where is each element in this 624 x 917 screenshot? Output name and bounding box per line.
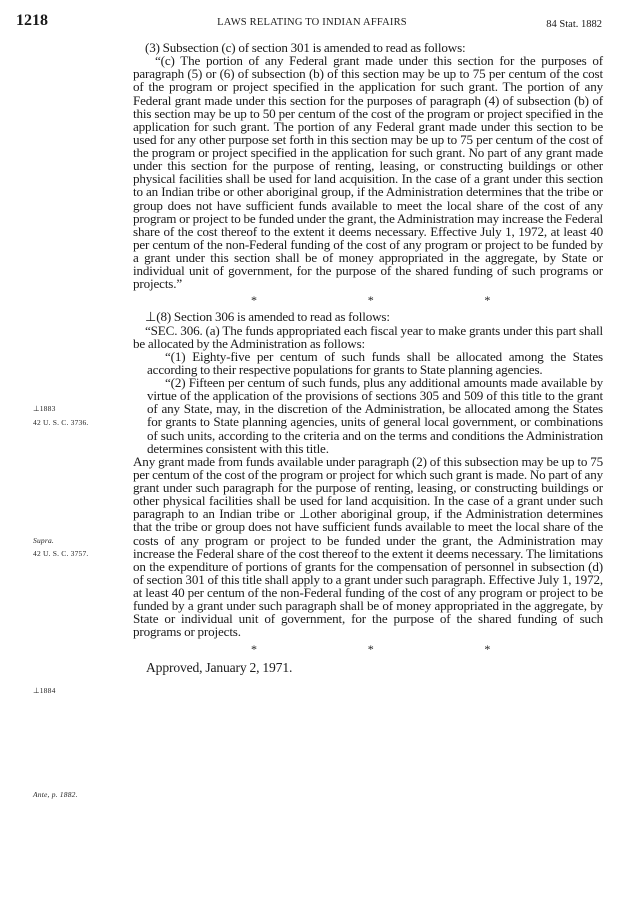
margin-note-citation: 42 U. S. C. 3736. — [33, 418, 89, 427]
paragraph-section-306-intro: ⊥(8) Section 306 is amended to read as follows: — [145, 309, 390, 325]
margin-note-ante-reference: Ante, p. 1882. — [33, 790, 78, 799]
running-head: LAWS RELATING TO INDIAN AFFAIRS — [217, 17, 407, 28]
statute-reference: 84 Stat. 1882 — [546, 19, 602, 30]
paragraph-amendment-intro: (3) Subsection (c) of section 301 is amended to read as follows: — [145, 40, 466, 55]
paragraph-grant-terms: Any grant made from funds available under paragraph (2) of this subsection may be up to 75 per centum of the cost of the program or project for which such grant is made. No part of any grant under such paragraph for the purpose of renting, leasing, or constructing buildings or other physical facilities shall be used for land acquisition. In the case of a grant under such paragraph to an Indian tribe or ⊥other aboriginal group, if the Administration determines that the tribe or group does not have sufficient funds available to meet the local share of the costs of any program or project to be funded under the grant, the Administration may increase the Federal share of the cost thereof to the extent it deems necessary. The limitations on the expenditure of portions of grants for the compensation of personnel in subsection (d) of section 301 of this title shall apply to a grant under such paragraph. Effective July 1, 1972, at least 40 per centum of the non-Federal funding of the cost of any program or project to be funded by a grant under such paragraph shall be of money appropriated in the aggregate, by State or individual unit of government, for the purpose of the shared funding of such programs or projects. — [133, 453, 603, 640]
margin-note-page-marker: ⊥1884 — [33, 686, 56, 695]
paragraph-sec-306-a: “SEC. 306. (a) The funds appropriated each fiscal year to make grants under this part shall be allocated by the Administration as follows: — [133, 322, 603, 351]
page-number: 1218 — [16, 12, 48, 29]
margin-note-page-marker: ⊥1883 — [33, 404, 56, 413]
paragraph-clause-1: “(1) Eighty-five per centum of such funds shall be allocated among the States according to their respective populations for grants to State planning agencies. — [147, 348, 603, 377]
statute-body — [133, 41, 603, 674]
section-break-stars: * * * — [251, 641, 491, 656]
margin-note-supra: Supra. — [33, 536, 54, 545]
margin-note-citation: 42 U. S. C. 3757. — [33, 549, 89, 558]
section-break-stars: * * * — [251, 293, 491, 308]
paragraph-subsection-c: “(c) The portion of any Federal grant made under this section for the purposes of paragraph (5) or (6) of subsection (b) of this section may be up to 75 per centum of the cost of the program or project specified in the application for such grant. The portion of any Federal grant made under this section for the purposes of paragraph (4) of subsection (b) of this section may be up to 50 per centum of the cost of the program or project specified in the application for such grant. The portion of any Federal grant made under this section to be used for any other purpose set forth in this section may be up to 75 per centum of the cost of the program or project specified in the application for such grant. No part of any grant made under this section for the purpose of renting, leasing, or constructing buildings or other physical facilities shall be used for land acquisition. In the case of a grant under this section to an Indian tribe or other aboriginal group, if the Administration determines that the tribe or group does not have sufficient funds available to meet the local share of the cost of any program or project to be funded under the grant, the Administration may increase the Federal share of the cost thereof to the extent it deems necessary. Effective July 1, 1972, at least 40 per centum of the non-Federal funding of the cost of any program or project to be funded by a grant under this section shall be of money appropriated in the aggregate, by State or individual unit of government, for the purpose of the shared funding of such programs or projects.” — [133, 53, 603, 292]
approval-date: Approved, January 2, 1971. — [146, 659, 293, 675]
paragraph-clause-2: “(2) Fifteen per centum of such funds, plus any additional amounts made available by virtue of the application of the provisions of sections 305 and 509 of this title to the grant of any State, may, in the discretion of the Administration, be allocated among the States for grants to State planning agencies, units of general local government, or combinations of such units, according to the criteria and on the terms and conditions the Administration determines consistent with this title. — [147, 375, 603, 456]
